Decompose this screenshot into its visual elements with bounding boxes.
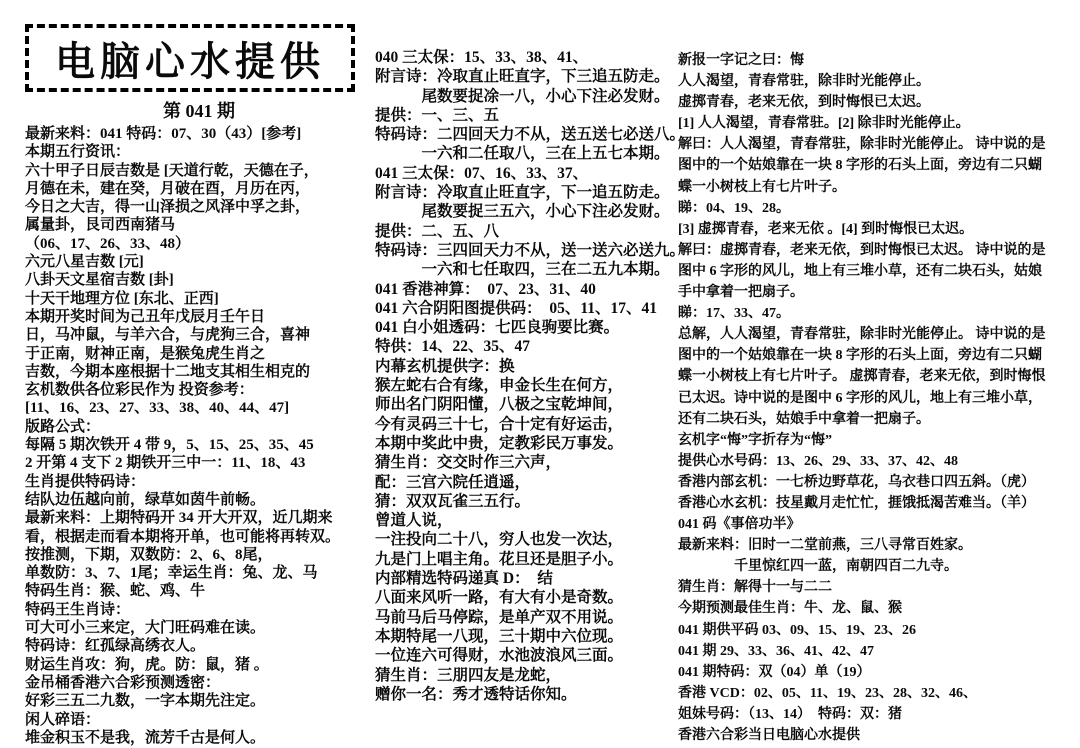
text-line: [1] 人人渴望，青春常驻。[2] 除非时光能停止。: [678, 116, 970, 132]
text-line: 曾道人说，: [375, 512, 453, 530]
text-line: 睇：17、33、47。: [678, 306, 790, 322]
text-line: 猜生肖：三朋四友是龙蛇，: [375, 666, 562, 684]
text-line: 新报一字记之曰：悔: [678, 53, 804, 68]
text-line: 猜：双双瓦雀三五行。: [375, 492, 531, 510]
text-line: 一六和二任取八，三在上五七本期。: [375, 145, 670, 163]
text-line: 特码诗：红孤绿高绣衣人。: [25, 638, 206, 655]
text-line: [3] 虚掷青春，老来无依 。[4] 到时悔恨已太迟。: [678, 221, 974, 237]
text-line: 特码诗：三四回天力不从，送一送六必送九。: [375, 241, 686, 259]
text-line: 本期五行资讯：: [25, 144, 131, 161]
text-line: 赠你一名：秀才透特话你知。: [375, 685, 577, 703]
text-line: 特码生肖：猴、蛇、鸡、牛: [25, 583, 206, 600]
right-column-text: [678, 50, 1076, 746]
text-line: 最新来料：041 特码：07、30（43）[参考]: [25, 126, 302, 142]
text-line: 猴左蛇右合有缘，申金长生在何方，: [375, 377, 624, 395]
text-line: 内幕玄机提供字：换: [375, 357, 515, 375]
text-line: 猜生肖：交交时作三六声，: [375, 454, 562, 472]
text-line: 最新来料：上期特码开 34 开大开双，近几期来: [25, 510, 333, 527]
text-line: 单数防：3、7、1尾；幸运生肖：兔、龙、马: [25, 565, 318, 582]
text-line: 猜生肖：解得十一与二二: [678, 580, 832, 596]
text-line: 香港六合彩当日电脑心水提供: [678, 728, 860, 743]
text-line: （06、17、26、33、48）: [25, 235, 191, 252]
text-line: 本期开奖时间为己丑年戊辰月壬午日: [25, 308, 266, 325]
text-line: 解曰：人人渴望，青春常驻，除非时光能停止。 诗中说的是: [678, 137, 1046, 153]
text-line: 香港心水玄机：技星戴月走忙忙，捱饿抵渴苦难当。（羊）: [678, 495, 1035, 511]
text-line: 解曰：虚掷青春，老来无依，到时悔恨已太迟。 诗中说的是: [678, 242, 1046, 258]
text-line: 结队边伍越向前，绿草如茵牛前畅。: [25, 491, 266, 508]
text-line: 041 期特码：双（04）单（19）: [678, 664, 871, 680]
text-line: 附言诗：冷取直止旺直字，下三追五防走。: [375, 68, 670, 86]
text-line: 蝶一小树枝上有七片叶子。 虚掷青春，老来无依，到时悔恨: [678, 369, 1046, 385]
text-line: 041 六合阴阳图提供码： 05、11、17、41: [375, 299, 658, 317]
page-title: 电脑心水提供: [55, 38, 325, 84]
text-line: 提供：一、三、五: [375, 106, 500, 124]
text-line: 本期中奖此中贵，定教彩民万事发。: [375, 434, 624, 452]
text-line: 马前马后马停踪，是单产双不用说。: [375, 608, 624, 626]
text-line: 图中的一个姑娘靠在一块 8 字形的石头上面，旁边有二只蝴: [678, 348, 1042, 364]
text-line: 一位连六可得财，水池波浪风三面。: [375, 647, 624, 665]
text-line: 每隔 5 期次铁开 4 带 9，5、15、25、35、45: [25, 437, 314, 454]
text-line: 师出名门阴阳懂，八极之宝乾坤间，: [375, 396, 624, 414]
text-line: 六元八星吉数 [元]: [25, 254, 144, 271]
text-line: 图中 6 字形的风儿，地上有三堆小草，还有二块石头，姑娘: [678, 263, 1042, 279]
text-line: 特码王生肖诗：: [25, 601, 131, 618]
text-line: 041 码《事倍功半》: [678, 517, 801, 533]
text-line: 姐妹号码：（13、14） 特码：双：猪: [678, 706, 902, 722]
text-line: 最新来料：旧时一二堂前燕，三八寻常百姓家。: [678, 538, 972, 554]
text-line: 041 三太保：07、16、33、37、: [375, 164, 589, 182]
text-line: 特码诗：二四回天力不从，送五送七必送八。: [375, 126, 686, 144]
text-line: 040 三太保：15、33、38、41、: [375, 49, 589, 66]
issue-number: 第 041 期: [163, 101, 235, 121]
text-line: 还有二块石头，姑娘手中拿着一把扇子。: [678, 411, 930, 427]
text-line: 日，马冲鼠，与羊六合，与虎狗三合，喜神: [25, 327, 311, 344]
text-line: 本期特尾一八现，三十期中六位现。: [375, 627, 624, 645]
middle-column-text: [375, 48, 686, 704]
text-line: 041 期 29、33、36、41、42、47: [678, 643, 874, 659]
text-line: 好彩三五二九数，一字本期先注定。: [25, 693, 266, 710]
text-line: 睇：04、19、28。: [678, 200, 790, 216]
text-line: 手中拿着一把扇子。: [678, 285, 804, 301]
text-line: 生肖提供特码诗：: [25, 473, 146, 490]
text-line: 八面来风听一路，有大有小是奇数。: [375, 589, 624, 607]
text-line: 附言诗：冷取直止旺直字，下一追五防走。: [375, 184, 670, 202]
text-line: 已太迟。诗中说的是图中 6 字形的风儿，地上有三堆小草，: [678, 390, 1042, 406]
text-line: 一注投向二十八，穷人也发一次达，: [375, 531, 624, 549]
text-line: 按推测，下期，双数防：2、6、8尾，: [25, 546, 273, 563]
text-line: 今有灵码三十七，合十定有好运击，: [375, 415, 624, 433]
text-line: 041 白小姐透码：七匹良驹要比赛。: [375, 319, 620, 337]
text-line: 内部精选特码递真 D： 结: [375, 570, 553, 588]
text-line: 属量卦，艮司西南猪马: [25, 217, 176, 234]
text-line: 041 香港神算： 07、23、31、40: [375, 280, 596, 298]
text-line: 特供：14、22、35、47: [375, 338, 531, 356]
text-line: 总解，人人渴望，青春常驻，除非时光能停止。 诗中说的是: [678, 327, 1046, 343]
text-line: 看，根据走而看本期将开单，也可能将再转双。: [25, 528, 341, 545]
middle-column: [375, 48, 686, 704]
left-column-text: [25, 125, 373, 747]
text-line: 吉数，今期本座根据十二地支其相生相克的: [25, 363, 311, 380]
text-line: 2 开第 4 支下 2 期铁开三中一：11、18、43: [25, 455, 306, 472]
text-line: 图中的一个姑娘靠在一块 8 字形的石头上面，旁边有二只蝴: [678, 158, 1042, 174]
text-line: 财运生肖攻：狗，虎。防：鼠，猪 。: [25, 656, 269, 673]
text-line: 人人渴望，青春常驻，除非时光能停止。: [678, 74, 930, 90]
text-line: 玄机字“悔”字折存为“悔”: [678, 432, 832, 448]
text-line: 玄机数供各位彩民作为 投资参考：: [25, 382, 254, 399]
text-line: 一六和七任取四，三在二五九本期。: [375, 261, 670, 279]
text-line: 提供心水号码：13、26、29、33、37、42、48: [678, 453, 958, 469]
text-line: 蝶一小树枝上有七片叶子。: [678, 179, 846, 195]
text-line: 今日之大吉，得一山泽损之风泽中孚之卦，: [25, 199, 311, 216]
left-column: [25, 24, 373, 747]
text-line: [11、16、23、27、33、38、40、44、47]: [25, 400, 290, 417]
text-line: 千里惊红四一蓝，南朝四百二九寺。: [678, 559, 958, 575]
masthead-box: [25, 24, 355, 92]
text-line: 金吊桶香港六合彩预测透密：: [25, 674, 221, 691]
text-line: 月德在未，建在癸，月破在酉，月历在丙，: [25, 180, 311, 197]
text-line: 六十甲子日辰吉数是 [天道行乾，天德在子，: [25, 162, 319, 179]
text-line: 香港 VCD：02、05、11、19、23、28、32、46、: [678, 685, 978, 701]
text-line: 可大可小三来定，大门旺码难在读。: [25, 620, 266, 637]
text-line: 闲人碎语：: [25, 711, 101, 728]
text-line: 配：三宫六院任逍遥，: [375, 473, 531, 491]
right-column: [678, 50, 1076, 746]
text-line: 版路公式：: [25, 418, 101, 435]
text-line: 今期预测最佳生肖：牛、龙、鼠、猴: [678, 601, 902, 617]
text-line: 尾数要捉三五六，小心下注必发财。: [375, 203, 670, 221]
text-line: 八卦天文星宿吉数 [卦]: [25, 272, 174, 289]
text-line: 虚掷青春，老来无依，到时悔恨已太迟。: [678, 95, 930, 111]
text-line: 香港内部玄机：一七桥边野草花，乌衣巷口四五斜。（虎）: [678, 474, 1035, 490]
text-line: 041 期供平码 03、09、15、19、23、26: [678, 622, 916, 638]
text-line: 提供：二、五、八: [375, 222, 500, 240]
text-line: 尾数要捉凃一八，小心下注必发财。: [375, 87, 670, 105]
text-line: 堆金积玉不是我，流芳千古是何人。: [25, 729, 266, 746]
text-line: 九是门上唱主角。花旦还是胆子小。: [375, 550, 624, 568]
text-line: 十天干地理方位 [东北、正西]: [25, 290, 219, 307]
text-line: 于正南，财神正南，是猴兔虎生肖之: [25, 345, 266, 362]
